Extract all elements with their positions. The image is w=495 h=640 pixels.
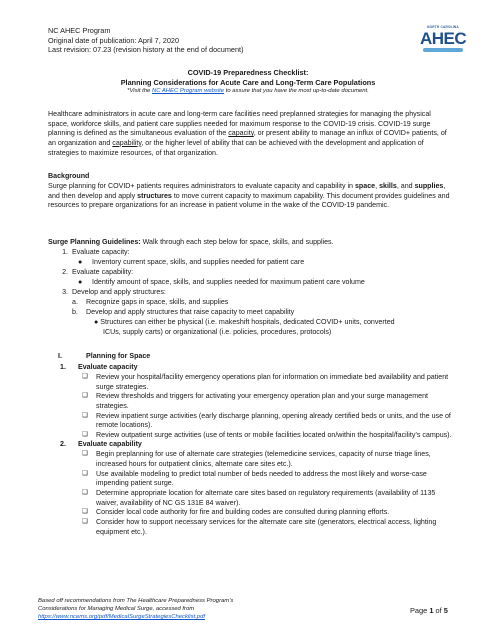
background-text-b: , and <box>396 182 415 190</box>
background-text-d: to move current capacity to maximum capability. This document provides guidelines and resources to prepare organizations for an increase in patient volume in the wake of the COVID-19 pandemic. <box>48 191 450 210</box>
revision-info: Last revision: 07.23 (revision history at the end of document) <box>48 45 244 55</box>
guidelines-steps <box>48 248 458 338</box>
page-number <box>410 606 448 616</box>
bullet-marker: ● <box>78 278 83 286</box>
checkbox-icon[interactable]: ❑ <box>82 489 88 497</box>
subsection-number: 2. <box>60 440 66 449</box>
list-item <box>48 278 458 288</box>
step-marker: 1. <box>62 248 68 256</box>
surge-planning-guidelines <box>48 238 450 248</box>
page-of: of <box>433 606 444 615</box>
checklist-item <box>82 508 458 518</box>
logo-state-text: NORTH CAROLINA <box>427 25 459 29</box>
background-text-c: , and then develop and apply <box>48 182 446 200</box>
checklist-item-text: Begin preplanning for use of alternate care strategies (telemedicine services, capacity of nurse triage lines, increased hours for outpatient clinics, alternate care sites etc.). <box>96 450 431 469</box>
intro-text-1: Healthcare administrators in acute care and long-term care facilities need preplanned strategies for managing the physical space, workforce skills, and patient care supplies needed for maximum response to the COVID-19 crisis. COVID-19 surge planning is defined as the simultaneous evaluation of the <box>48 110 431 138</box>
checklist-item <box>82 392 458 411</box>
checklist-item <box>82 412 458 431</box>
title-line-2: Planning Considerations for Acute Care and Long-Term Care Populations <box>120 77 376 87</box>
term-capacity: capacity <box>228 129 254 138</box>
checklist-evaluate-capacity <box>48 373 458 440</box>
structures-note-cont <box>48 328 458 338</box>
section-title: Planning for Space <box>86 352 151 360</box>
planning-for-space <box>48 352 458 537</box>
subsection-title: Evaluate capability <box>78 440 142 449</box>
checklist-evaluate-capability <box>48 450 458 537</box>
document-title <box>48 68 448 96</box>
background-heading: Background <box>48 172 90 180</box>
list-item <box>48 308 458 318</box>
step-marker: 3. <box>62 288 68 296</box>
footer-line-2: Considerations for Managing Medical Surge, accessed from <box>38 605 195 612</box>
checklist-item <box>82 373 458 392</box>
structures-note-line-2: ICUs, supply carts) or organizational (i.e. policies, procedures, protocols) <box>103 328 332 336</box>
logo-name-text: AHEC <box>420 29 467 48</box>
background-comma: , <box>375 182 380 190</box>
step-marker: 2. <box>62 268 68 276</box>
section-heading <box>58 352 458 362</box>
list-item <box>48 268 458 278</box>
checklist-item <box>82 470 458 489</box>
publication-date: Original date of publication: April 7, 2020 <box>48 35 180 45</box>
step-marker: a. <box>72 298 78 306</box>
program-name: NC AHEC Program <box>48 26 111 35</box>
term-structures: structures <box>137 191 172 200</box>
intro-text-3: , or the higher level of ability that can be achieved with the development and application of strategies to maximize resources, of that organization. <box>48 138 424 157</box>
subsection-title: Evaluate capacity <box>78 363 138 371</box>
step-text: Evaluate capability: <box>72 268 134 276</box>
checklist-item-text: Determine appropriate location for alternate care sites based on regulatory requirements (availability of 1135 waiver, availability of NC GS 131E 84 waiver). <box>96 489 436 507</box>
logo-swoosh <box>423 48 463 52</box>
nc-ahec-logo <box>420 25 466 65</box>
checkbox-icon[interactable]: ❑ <box>82 392 88 400</box>
visit-note-pre: *Visit the <box>127 88 152 95</box>
checklist-item <box>82 518 458 537</box>
checkbox-icon[interactable]: ❑ <box>82 469 88 477</box>
guidelines-text: Walk through each step below for space, skills, and supplies. <box>140 238 334 246</box>
checklist-item-text: Use available modeling to predict total number of beds needed to address the most likely and worse-case impending patient surge. <box>96 469 427 488</box>
background-paragraph <box>48 182 450 211</box>
checkbox-icon[interactable]: ❑ <box>82 508 88 516</box>
checkbox-icon[interactable]: ❑ <box>82 430 88 438</box>
step-text: Develop and apply structures: <box>72 288 166 296</box>
list-item <box>48 288 458 298</box>
subsection-heading <box>60 363 458 373</box>
step-text: Identify amount of space, skills, and supplies needed for maximum patient care volume <box>92 278 365 286</box>
footer-source <box>38 598 288 622</box>
intro-text-2: , or present ability to manage an influx of COVID+ patients, of an organization and <box>48 129 447 147</box>
structures-note-line-1: ● Structures can either be physical (i.e. makeshift hospitals, dedicated COVID+ units, converted <box>94 318 395 326</box>
step-marker: b. <box>72 308 78 316</box>
checklist-item-text: Review inpatient surge activities (early discharge planning, opening already certified beds or units, and the use of remote locations). <box>96 411 451 430</box>
checkbox-icon[interactable]: ❑ <box>82 373 88 380</box>
background-text-a: Surge planning for COVID+ patients requires administrators to evaluate capacity and capability in <box>48 182 355 190</box>
checklist-item-text: Review outpatient surge activities (use of tents or mobile facilities located on/within the hospital/facility’s campus). <box>96 430 452 439</box>
checkbox-icon[interactable]: ❑ <box>82 517 88 525</box>
list-item <box>48 248 458 258</box>
document-header <box>48 26 388 55</box>
footer-line-1: Based off recommendations from The Healthcare Preparedness Program’s <box>38 598 234 604</box>
page-current: 1 <box>429 606 434 615</box>
visit-note <box>48 87 448 95</box>
checklist-item-text: Consider how to support necessary services for the alternate care site (generators, electrical access, lighting equipment etc.). <box>96 517 437 536</box>
list-item <box>48 298 458 308</box>
checklist-item-text: Review thresholds and triggers for activating your emergency operation plan and your surge management strategies. <box>96 392 429 410</box>
list-item <box>48 258 458 268</box>
term-capability: capability <box>112 138 142 147</box>
visit-note-post: to assure that you have the most up-to-date document. <box>224 88 369 95</box>
source-checklist-link[interactable]: https://www.ncems.org/pdf/MedicalSurgeStrategiesChecklist.pdf <box>38 613 205 620</box>
structures-note <box>48 318 458 328</box>
checkbox-icon[interactable]: ❑ <box>82 411 88 419</box>
subsection-number: 1. <box>60 363 66 371</box>
page-prefix: Page <box>410 606 430 615</box>
step-text: Inventory current space, skills, and supplies needed for patient care <box>92 258 305 266</box>
subsection-heading <box>60 440 458 450</box>
checklist-item-text: Consider local code authority for fire and building codes are consulted during planning efforts. <box>96 508 390 517</box>
title-line-1: COVID-19 Preparedness Checklist: <box>187 68 309 77</box>
checklist-item <box>82 489 458 508</box>
section-number: I. <box>58 352 62 360</box>
step-text: Recognize gaps in space, skills, and supplies <box>86 298 229 306</box>
term-supplies: supplies <box>414 182 444 190</box>
nc-ahec-website-link[interactable]: NC AHEC Program website <box>151 88 225 95</box>
step-text: Evaluate capacity: <box>72 248 130 256</box>
guidelines-label: Surge Planning Guidelines: <box>48 238 141 246</box>
term-space: space <box>354 182 376 190</box>
term-skills: skills <box>379 182 397 190</box>
page-total: 5 <box>443 606 448 615</box>
step-text: Develop and apply structures that raise capacity to meet capability <box>86 308 295 316</box>
intro-paragraph <box>48 110 450 158</box>
checklist-item <box>82 450 458 469</box>
checklist-item <box>82 431 458 441</box>
checkbox-icon[interactable]: ❑ <box>82 450 88 458</box>
bullet-marker: ● <box>78 258 83 266</box>
checklist-item-text: Review your hospital/facility emergency operations plan for information on immediate bed availability and patient surge strategies. <box>96 373 449 391</box>
